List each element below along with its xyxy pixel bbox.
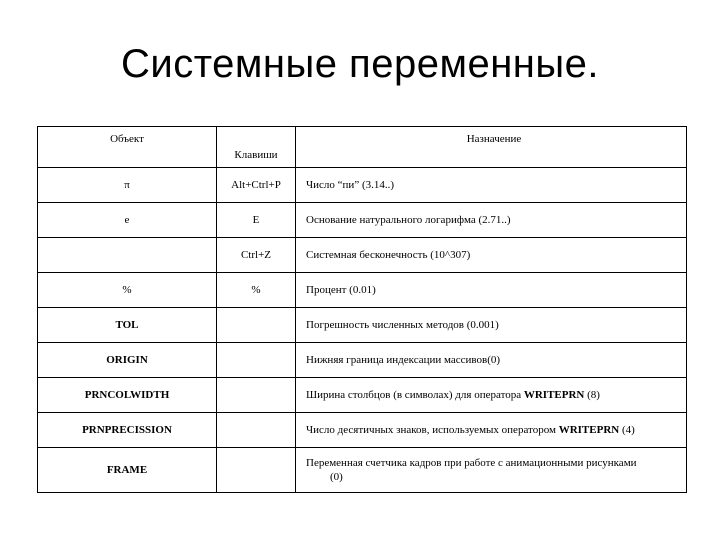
header-keys: Клавиши [217, 127, 296, 168]
keys-cell: % [217, 273, 296, 308]
table-row [38, 343, 687, 378]
purpose-cell: Системная бесконечность (10^307) [296, 238, 687, 273]
purpose-cell: Процент (0.01) [296, 273, 687, 308]
keys-cell [217, 343, 296, 378]
purpose-cell [296, 413, 687, 448]
object-cell: TOL [38, 308, 217, 343]
object-cell: FRAME [38, 448, 217, 493]
purpose-cell [296, 378, 687, 413]
purpose-cell: Основание натурального логарифма (2.71..) [296, 203, 687, 238]
object-cell: PRNPRECISSION [38, 413, 217, 448]
keys-cell: E [217, 203, 296, 238]
table-row [38, 413, 687, 448]
object-cell: e [38, 203, 217, 238]
table-row [38, 203, 687, 238]
table-header-row [38, 127, 687, 168]
header-object: Объект [38, 127, 217, 168]
system-variables-table [37, 126, 687, 493]
table-row [38, 448, 687, 493]
object-cell: ORIGIN [38, 343, 217, 378]
purpose-value: (0) [330, 471, 343, 483]
purpose-cell [296, 448, 687, 493]
keys-cell [217, 378, 296, 413]
object-cell [38, 238, 217, 273]
purpose-text: Число десятичных знаков, используемых оператором [306, 424, 559, 436]
purpose-cell: Погрешность численных методов (0.001) [296, 308, 687, 343]
keys-cell [217, 308, 296, 343]
keys-cell: Alt+Ctrl+P [217, 168, 296, 203]
purpose-cell: Число “пи” (3.14..) [296, 168, 687, 203]
object-cell: % [38, 273, 217, 308]
operator-name: WRITEPRN [558, 424, 620, 436]
purpose-value: (4) [619, 424, 635, 436]
keys-cell [217, 448, 296, 493]
keys-cell [217, 413, 296, 448]
table-row [38, 238, 687, 273]
object-cell: π [38, 168, 217, 203]
table-row [38, 168, 687, 203]
header-purpose: Назначение [296, 127, 687, 168]
operator-name: WRITEPRN [523, 389, 585, 401]
table-row [38, 308, 687, 343]
table-row [38, 378, 687, 413]
slide-title: Системные переменные. [121, 42, 599, 86]
purpose-cell: Нижняя граница индексации массивов(0) [296, 343, 687, 378]
table-row [38, 273, 687, 308]
purpose-text: Переменная счетчика кадров при работе с анимационными рисунками [306, 457, 637, 469]
object-cell: PRNCOLWIDTH [38, 378, 217, 413]
keys-cell: Ctrl+Z [217, 238, 296, 273]
purpose-value: (8) [584, 389, 600, 401]
purpose-text: Ширина столбцов (в символах) для оператора [306, 389, 524, 401]
